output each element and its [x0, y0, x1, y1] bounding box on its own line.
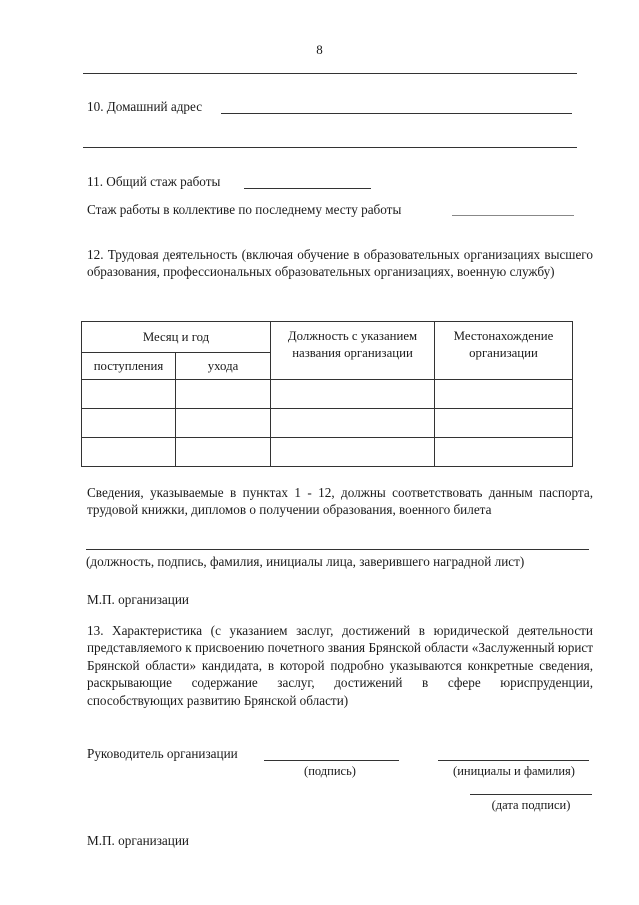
table-cell[interactable]: [82, 380, 176, 409]
header-rule: [83, 73, 577, 74]
stamp-placeholder-2: М.П. организации: [87, 833, 189, 848]
certifier-signature-field[interactable]: [86, 549, 589, 550]
home-address-label: 10. Домашний адрес: [87, 99, 203, 114]
date-caption: (дата подписи): [491, 798, 571, 812]
item-12-text: 12. Трудовая деятельность (включая обучение в образовательных организациях высшего образования, профессиональных образовательных организациях, военную службу): [87, 247, 593, 280]
home-address-field[interactable]: [221, 113, 572, 114]
collective-experience-label: Стаж работы в коллективе по последнему месту работы: [87, 202, 402, 217]
col-month-year-header: Месяц и год: [82, 322, 271, 353]
page-number: 8: [316, 42, 323, 57]
table-row: [82, 380, 573, 409]
table-cell[interactable]: [435, 409, 573, 438]
name-caption: (инициалы и фамилия): [453, 764, 575, 778]
table-cell[interactable]: [435, 380, 573, 409]
table-cell[interactable]: [271, 409, 435, 438]
col-location-header: Местонахождение организации: [435, 322, 573, 380]
table-cell[interactable]: [435, 438, 573, 467]
table-row: [82, 409, 573, 438]
signature-caption: (подпись): [304, 764, 356, 778]
head-of-organization-label: Руководитель организации: [87, 746, 238, 761]
requirements-notice: Сведения, указываемые в пунктах 1 - 12, должны соответствовать данным паспорта, трудовой книжки, дипломов о получении образования, военного билета: [87, 485, 593, 518]
table-cell[interactable]: [176, 438, 271, 467]
col-exit-header: ухода: [176, 353, 271, 380]
collective-experience-field[interactable]: [452, 215, 574, 216]
table-row: [82, 438, 573, 467]
total-experience-field[interactable]: [244, 188, 371, 189]
table-cell[interactable]: [82, 438, 176, 467]
col-entry-header: поступления: [82, 353, 176, 380]
stamp-placeholder: М.П. организации: [87, 592, 189, 607]
head-signature-field[interactable]: [264, 760, 399, 761]
table-cell[interactable]: [82, 409, 176, 438]
head-name-field[interactable]: [438, 760, 589, 761]
work-history-table: [81, 321, 573, 467]
table-cell[interactable]: [176, 380, 271, 409]
col-position-header: Должность с указанием названия организации: [271, 322, 435, 380]
total-experience-label: 11. Общий стаж работы: [87, 174, 221, 189]
table-cell[interactable]: [176, 409, 271, 438]
table-cell[interactable]: [271, 380, 435, 409]
certifier-caption: (должность, подпись, фамилия, инициалы лица, заверившего наградной лист): [86, 554, 525, 569]
home-address-field-line-2[interactable]: [83, 147, 577, 148]
signature-date-field[interactable]: [470, 794, 592, 795]
item-13-text: 13. Характеристика (с указанием заслуг, достижений в юридической деятельности представляемого к присвоению почетного звания Брянской области «Заслуженный юрист Брянской области» кандидата, в которой подробно указываются конкретные сведения, раскрывающие содержание заслуг, достижений в сфере юриспруденции, способствующих развитию Брянской области): [87, 623, 593, 708]
table-cell[interactable]: [271, 438, 435, 467]
